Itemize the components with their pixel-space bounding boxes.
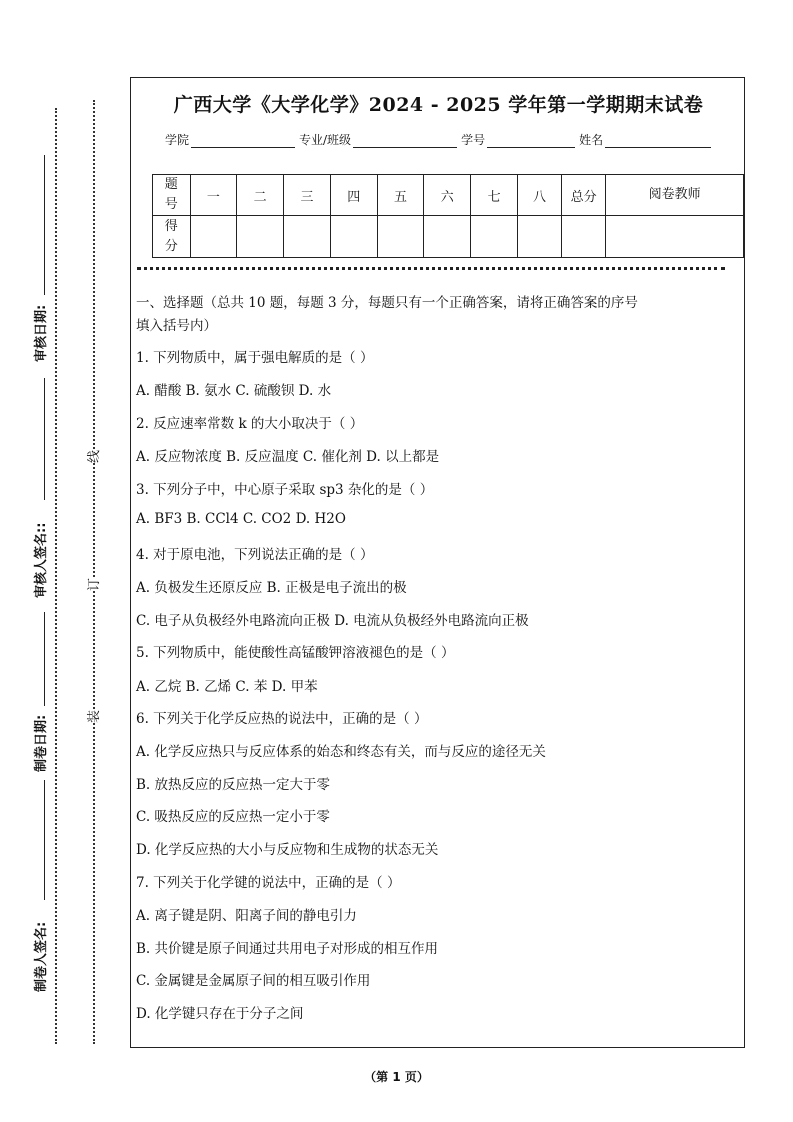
- name-field[interactable]: [605, 133, 711, 148]
- binding-char-xian: 线: [81, 450, 104, 463]
- question-2: 2. 反应速率常数 k 的大小取决于（ ）: [136, 416, 364, 432]
- score-col-6: 六: [424, 175, 471, 216]
- student-id-label: 学号: [461, 133, 486, 147]
- question-6-option-d: D. 化学反应热的大小与反应物和生成物的状态无关: [136, 842, 439, 858]
- name-label: 姓名: [579, 133, 604, 147]
- reviewer-date-label: 审核日期:: [34, 304, 49, 362]
- question-4-options-ab: A. 负极发生还原反应 B. 正极是电子流出的极: [136, 580, 407, 596]
- student-info-row: [165, 131, 715, 148]
- question-4-options-cd: C. 电子从负极经外电路流向正极 D. 电流从负极经外电路流向正极: [136, 613, 529, 629]
- question-1-options: A. 醋酸 B. 氨水 C. 硫酸钡 D. 水: [136, 383, 332, 399]
- maker-sign-line: [44, 780, 45, 900]
- question-7-option-b: B. 共价键是原子间通过共用电子对形成的相互作用: [136, 941, 439, 957]
- score-cell[interactable]: [330, 216, 377, 258]
- question-7-option-d: D. 化学键只存在于分子之间: [136, 1006, 304, 1022]
- score-col-3: 三: [284, 175, 331, 216]
- score-col-2: 二: [237, 175, 284, 216]
- question-6: 6. 下列关于化学反应热的说法中，正确的是（ ）: [136, 711, 428, 727]
- maker-sign-label: 制卷人签名:: [34, 921, 49, 992]
- reviewer-sign-line: [44, 378, 45, 500]
- section-heading-cont: 填入括号内）: [136, 318, 217, 334]
- score-table-row-label: 题号: [153, 175, 191, 216]
- score-cell[interactable]: [237, 216, 284, 258]
- exam-title: 广西大学《大学化学》2024 - 2025 学年第一学期期末试卷: [173, 94, 704, 116]
- question-7-option-c: C. 金属键是金属原子间的相互吸引作用: [136, 973, 371, 989]
- reviewer-date-line: [44, 155, 45, 295]
- major-label: 专业/班级: [299, 133, 352, 147]
- exam-frame: [130, 77, 745, 1048]
- section-separator: [137, 267, 725, 270]
- score-cell[interactable]: [377, 216, 424, 258]
- binding-dotted-line-left: [55, 108, 57, 1044]
- college-label: 学院: [165, 133, 190, 147]
- score-col-5: 五: [377, 175, 424, 216]
- question-5-options: A. 乙烷 B. 乙烯 C. 苯 D. 甲苯: [136, 679, 318, 695]
- binding-char-ding: 订: [81, 578, 104, 591]
- student-id-field[interactable]: [487, 133, 575, 148]
- question-6-option-b: B. 放热反应的反应热一定大于零: [136, 777, 331, 793]
- score-cell[interactable]: [190, 216, 237, 258]
- question-7: 7. 下列关于化学键的说法中，正确的是（ ）: [136, 875, 401, 891]
- college-field[interactable]: [191, 133, 295, 148]
- score-cell[interactable]: [606, 216, 744, 258]
- question-3-options: A. BF3 B. CCl4 C. CO2 D. H2O: [136, 511, 346, 527]
- question-6-option-a: A. 化学反应热只与反应体系的始态和终态有关，而与反应的途径无关: [136, 744, 546, 760]
- question-6-option-c: C. 吸热反应的反应热一定小于零: [136, 809, 330, 825]
- question-7-option-a: A. 离子键是阴、阳离子间的静电引力: [136, 908, 357, 924]
- binding-char-zhuang: 装: [81, 710, 104, 723]
- score-table-header-row: [153, 175, 744, 216]
- question-5: 5. 下列物质中，能使酸性高锰酸钾溶液褪色的是（ ）: [136, 645, 455, 661]
- maker-date-label: 制卷日期:: [34, 714, 49, 772]
- question-2-options: A. 反应物浓度 B. 反应温度 C. 催化剂 D. 以上都是: [136, 449, 440, 465]
- section-heading: 一、选择题（总共 10 题，每题 3 分，每题只有一个正确答案，请将正确答案的序号: [136, 295, 638, 311]
- score-col-total: 总分: [562, 175, 606, 216]
- score-col-7: 七: [471, 175, 518, 216]
- reviewer-sign-label: 审核人签名::: [34, 522, 49, 598]
- score-cell[interactable]: [424, 216, 471, 258]
- score-cell[interactable]: [562, 216, 606, 258]
- score-table-score-row: [153, 216, 744, 258]
- score-col-8: 八: [517, 175, 561, 216]
- page-number: （第 1 页）: [364, 1070, 429, 1084]
- binding-dotted-line-right: [93, 100, 95, 1044]
- score-cell[interactable]: [517, 216, 561, 258]
- question-3: 3. 下列分子中，中心原子采取 sp3 杂化的是（ ）: [136, 482, 434, 498]
- score-cell[interactable]: [471, 216, 518, 258]
- maker-date-line: [44, 612, 45, 706]
- question-4: 4. 对于原电池，下列说法正确的是（ ）: [136, 547, 374, 563]
- score-row-label: 得分: [153, 216, 191, 258]
- score-col-4: 四: [330, 175, 377, 216]
- score-table: [152, 174, 744, 258]
- score-col-grader: 阅卷教师: [606, 175, 744, 216]
- question-1: 1. 下列物质中，属于强电解质的是（ ）: [136, 350, 374, 366]
- score-cell[interactable]: [284, 216, 331, 258]
- major-field[interactable]: [353, 133, 457, 148]
- score-col-1: 一: [190, 175, 237, 216]
